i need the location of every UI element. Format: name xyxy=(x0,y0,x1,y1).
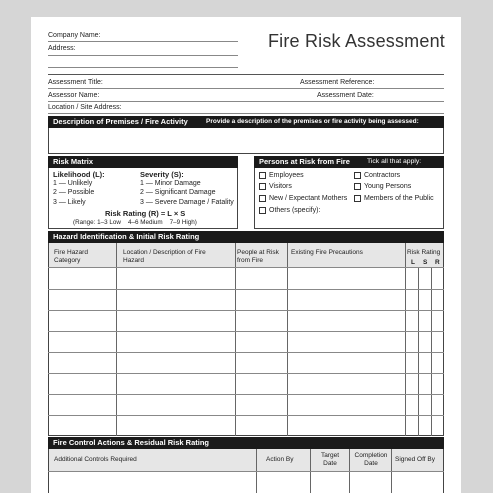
checkbox-label: Members of the Public xyxy=(364,195,434,202)
col-people-at-risk: People at Risk from Fire xyxy=(237,249,279,264)
checkbox-label: Young Persons xyxy=(364,183,412,190)
assessor-name-line[interactable] xyxy=(48,101,444,102)
assessment-title-label: Assessment Title: xyxy=(48,79,103,86)
premises-hint: Provide a description of the premises or fire activity being assessed: xyxy=(206,118,419,125)
table-row[interactable] xyxy=(48,394,444,395)
location-label: Location / Site Address: xyxy=(48,104,122,111)
table-row[interactable] xyxy=(48,331,444,332)
col-action-by: Action By xyxy=(266,456,294,463)
persons-header xyxy=(254,156,444,168)
hazard-col-divider xyxy=(287,243,288,436)
col-signed-off-by: Signed Off By xyxy=(395,456,435,463)
checkbox-label: Contractors xyxy=(364,172,401,179)
assessment-date-label: Assessment Date: xyxy=(317,92,374,99)
assessment-reference-label: Assessment Reference: xyxy=(300,79,375,86)
contractors-checkbox[interactable] xyxy=(354,172,361,179)
address-line-2[interactable] xyxy=(48,67,238,68)
risk-range: (Range: 1–3 Low 4–6 Medium 7–9 High) xyxy=(73,219,197,226)
col-completion-date: Completion Date xyxy=(354,452,388,467)
header-divider xyxy=(48,74,444,75)
hazard-col-divider xyxy=(405,243,406,436)
employees-checkbox[interactable] xyxy=(259,172,266,179)
hazard-col-divider xyxy=(235,243,236,436)
likelihood-item: 1 — Unlikely xyxy=(53,180,93,187)
likelihood-item: 2 — Possible xyxy=(53,189,95,196)
visitors-checkbox[interactable] xyxy=(259,183,266,190)
table-row[interactable] xyxy=(48,289,444,290)
hazard-col-divider xyxy=(116,243,117,436)
risk-formula: Risk Rating (R) = L × S xyxy=(105,209,186,218)
controls-table-header: Fire Control Actions & Residual Risk Rating xyxy=(48,437,444,449)
premises-header xyxy=(48,116,444,128)
company-name-label: Company Name: xyxy=(48,32,101,39)
table-row[interactable] xyxy=(48,471,444,472)
members-of-public-checkbox[interactable] xyxy=(354,195,361,202)
severity-title: Severity (S): xyxy=(140,170,184,179)
table-row[interactable] xyxy=(48,352,444,353)
hazard-table-header: Hazard Identification & Initial Risk Rating xyxy=(48,231,444,243)
severity-item: 1 — Minor Damage xyxy=(140,180,201,187)
col-location-description: Location / Description of Fire Hazard xyxy=(123,249,206,264)
col-fire-hazard-category: Fire Hazard Category xyxy=(54,249,88,264)
col-target-date: Target Date xyxy=(320,452,340,467)
col-existing-precautions: Existing Fire Precautions xyxy=(291,249,363,256)
checkbox-label: New / Expectant Mothers xyxy=(269,195,348,202)
form-page xyxy=(31,17,461,493)
col-r: R xyxy=(435,259,440,266)
col-l: L xyxy=(411,259,415,266)
table-row[interactable] xyxy=(48,267,444,268)
expectant-mothers-checkbox[interactable] xyxy=(259,195,266,202)
table-row[interactable] xyxy=(48,415,444,416)
checkbox-label: Employees xyxy=(269,172,304,179)
severity-item: 3 — Severe Damage / Fatality xyxy=(140,199,234,206)
location-line[interactable] xyxy=(48,113,444,114)
address-line-1[interactable] xyxy=(48,55,238,56)
others-checkbox[interactable] xyxy=(259,207,266,214)
company-name-line[interactable] xyxy=(48,41,238,42)
likelihood-item: 3 — Likely xyxy=(53,199,86,206)
address-label: Address: xyxy=(48,45,76,52)
risk-matrix-header: Risk Matrix xyxy=(48,156,238,168)
young-persons-checkbox[interactable] xyxy=(354,183,361,190)
severity-item: 2 — Significant Damage xyxy=(140,189,216,196)
col-risk-rating: Risk Rating xyxy=(407,249,441,256)
persons-hint: Tick all that apply: xyxy=(367,158,422,165)
checkbox-label: Visitors xyxy=(269,183,292,190)
persons-title: Persons at Risk from Fire xyxy=(259,157,350,166)
col-s: S xyxy=(423,259,428,266)
likelihood-title: Likelihood (L): xyxy=(53,170,105,179)
premises-title: Description of Premises / Fire Activity xyxy=(53,117,188,126)
page-title: Fire Risk Assessment xyxy=(267,31,445,51)
table-row[interactable] xyxy=(48,310,444,311)
checkbox-label: Others (specify): xyxy=(269,207,321,214)
assessment-title-line[interactable] xyxy=(48,88,444,89)
table-row[interactable] xyxy=(48,373,444,374)
assessor-name-label: Assessor Name: xyxy=(48,92,100,99)
col-additional-controls: Additional Controls Required xyxy=(54,456,137,463)
